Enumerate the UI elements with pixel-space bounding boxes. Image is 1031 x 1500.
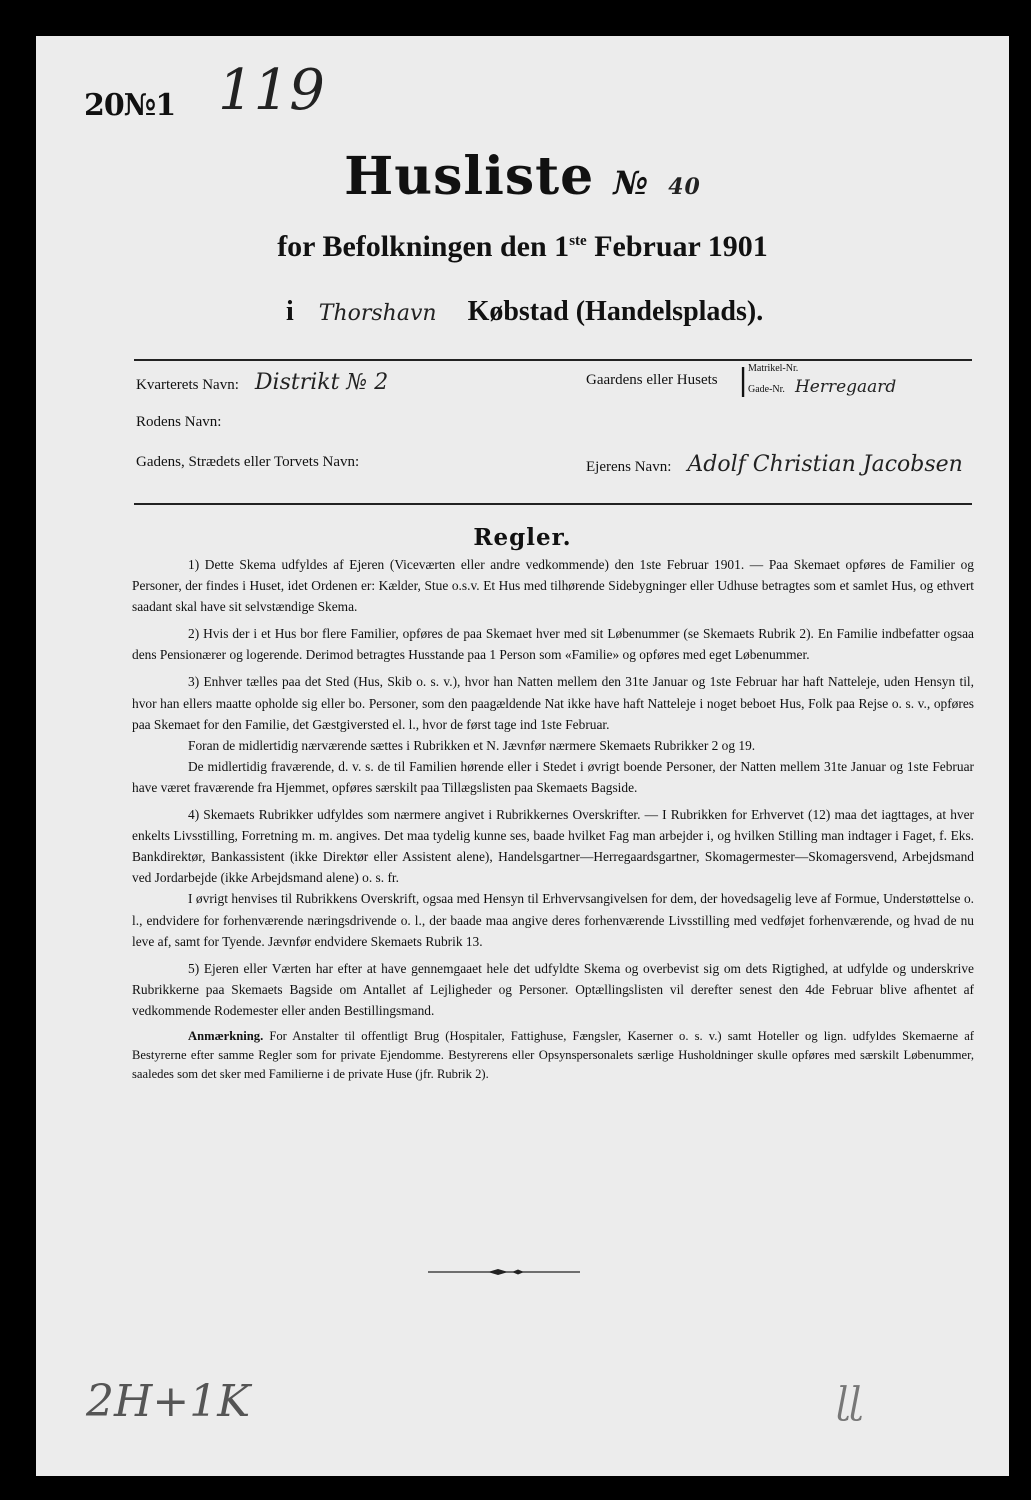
gade-label: Gadens, Strædets eller Torvets Navn: (136, 454, 360, 470)
handwritten-list-number: 40 (668, 174, 701, 200)
town-type-suffix: (Handelsplads). (568, 296, 764, 327)
rules-note (132, 1027, 974, 1084)
rule-4-continued: I øvrigt henvises til Rubrikkens Overskrift, ogsaa med Hensyn til Erhvervsangivelsen for dem, der hovedsagelig leve af Formue, Understøttelse o. l., endvidere for forhenværende næringsdrivende o. l., der baade maa angive deres forhenværende Livsstilling med vedføjet forhenværende, og hvad de nu leve af, samt for Tyende. Jævnfør endvidere Skemaets Rubrik 13. (132, 891, 974, 949)
rule-4: 4) Skemaets Rubrikker udfyldes som nærmere angivet i Rubrikkernes Overskrifter. — I Rubrikken for Erhvervet (12) maa det iagttages, at hver enkelts Livsstilling, Forretning m. m. angives. Det maa tydelig kunne ses, baade hvilket Fag man arbejder i, og hvilken Stilling man indtager i Faget, f. Eks. Bankdirektør, Bankassistent (ikke Direktør eller Assistent alene), Handelsgartner—Herregaardsgartner, Skomagermester—Skomagersvend, Arbejdsmand ved Jordarbejde (ikke Arbejdsmand alene) o. s. fr. (132, 807, 974, 886)
brace-symbol: | (738, 363, 749, 398)
divider-bottom (134, 503, 972, 505)
gade-nr-value: Herregaard (794, 377, 897, 397)
kvarter-value: Distrikt № 2 (254, 370, 389, 395)
town-type-bold: Købstad (467, 296, 569, 327)
subtitle-date (36, 230, 1009, 264)
form-number-stamp: 20№1 (84, 88, 176, 123)
document-title (36, 146, 1009, 207)
kvarter-field (136, 370, 388, 395)
document-page (36, 36, 1009, 1476)
note-text: For Anstalter til offentligt Brug (Hospitaler, Fattighuse, Fængsler, Kaserner o. s. v.) samt Hoteller og lign. udfyldes Skemaerne af Bestyrerne efter samme Regler som for private Ejendomme. Bestyrerens eller Opsynspersonalets særlige Husholdninger skulle opføres med særskilt Løbenummer, saaledes som det sker med Familierne i de private Huse (jfr. Rubrik 2). (132, 1028, 974, 1081)
rule-2: 2) Hvis der i et Hus bor flere Familier, opføres de paa Skemaet hver med sit Løbenummer (se Skemaets Rubrik 2). En Familie indbefatter ogsaa dens Pensionærer og logerende. Derimod betragtes Husstande paa 1 Person som «Familie» og opføres med eget Løbenummer. (132, 626, 974, 663)
ejer-field (586, 452, 963, 477)
ejer-value: Adolf Christian Jacobsen (687, 452, 963, 477)
subtitle-pre: for Befolkningen den 1 (277, 230, 570, 263)
kvarter-label: Kvarterets Navn: (136, 377, 239, 393)
gaard-label: Gaardens eller Husets (586, 372, 718, 388)
matrikel-label: Matrikel-Nr. (748, 363, 799, 374)
note-label: Anmærkning. (188, 1028, 264, 1043)
rule-3: 3) Enhver tælles paa det Sted (Hus, Skib o. s. v.), hvor han Natten mellem den 31te Januar og 1ste Februar har haft Natteleje, uden Hensyn til, hvor han ellers maatte opholde sig eller bo. Personer, som den paagældende Nat ikke have haft Natteleje i noget beboet Hus, Folk paa Rejse o. s. v., opføres paa Skemaet for den Familie, det Gæstgiversted el. l., hvor de først tage ind 1ste Februar. (132, 674, 974, 732)
handwritten-town: Thorshavn (318, 301, 437, 326)
rode-label: Rodens Navn: (136, 414, 222, 430)
handwritten-footer-mark: ɭɭ (836, 1381, 863, 1422)
rule-3-absent-marker: Foran de midlertidig nærværende sættes i Rubrikken et N. Jævnfør nærmere Skemaets Rubrikker 2 og 19. (188, 737, 756, 753)
handwritten-page-number: 119 (218, 58, 325, 123)
subtitle-post: Februar 1901 (586, 230, 768, 263)
subtitle-sup: ste (569, 233, 587, 249)
rules-heading: Regler. (473, 524, 572, 551)
gade-nr-label: Gade-Nr. (748, 384, 785, 395)
ornament-divider (428, 1268, 580, 1276)
title-word: Husliste (344, 146, 595, 207)
rule-1: 1) Dette Skema udfyldes af Ejeren (Viceværten eller andre vedkommende) den 1ste Februar 1901. — Paa Skemaet opføres de Familier og Personer, der findes i Huset, idet Ordenen er: Kælder, Stue o.s.v. Et Hus med tilhørende Sidebygninger eller Udhuse betragtes som et samlet Hus, og ethvert saadant skal have sit selvstændige Skema. (132, 557, 974, 615)
gaard-numbers (748, 360, 896, 399)
rule-3-absent: De midlertidig fraværende, d. v. s. de til Familien hørende eller i Stedet i øvrigt boende Personer, der Natten mellem 31te Januar og 1ste Februar have været fraværende fra Hjemmet, opføres særskilt paa Tillægslisten paa Skemaets Bagside. (132, 758, 974, 795)
number-sign: № (613, 164, 650, 202)
handwritten-footer-note: 2H+1K (86, 1376, 251, 1427)
rule-5: 5) Ejeren eller Værten har efter at have gennemgaaet hele det udfyldte Skema og overbevist sig om dets Rigtighed, at udfylde og underskrive Rubrikkerne paa Skemaets Bagside om Antallet af Lejligheder og Personer. Optællingslisten vil derefter senest den 4de Februar blive afhentet af vedkommende Rodemester eller anden Bestillingsmand. (132, 960, 974, 1018)
ejer-label: Ejerens Navn: (586, 459, 672, 475)
subtitle-town-line (286, 296, 763, 328)
town-prefix: i (286, 296, 294, 327)
rules-body (132, 554, 974, 1090)
